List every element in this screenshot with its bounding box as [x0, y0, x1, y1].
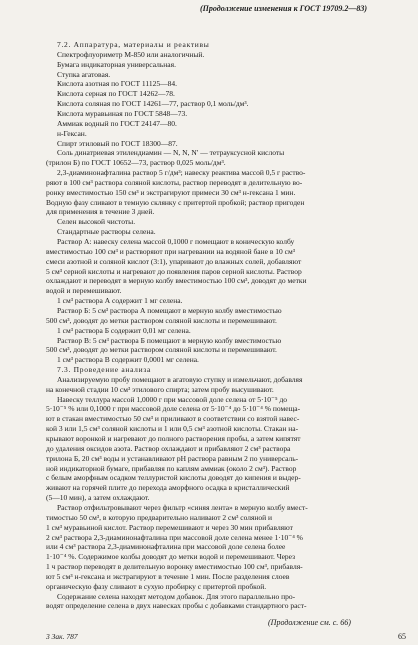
text-line: 500 см³, доводят до метки раствором соляной кислоты и перемешивают.	[46, 316, 277, 325]
text-line: Соль динатриевая этилендиамин — N, N, N′ — тетрауксусной кислоты	[57, 148, 285, 157]
text-line: ряют в 100 см³ раствора соляной кислоты, раствор переводят в делительную во-	[46, 178, 303, 187]
text-line: до удаления оксидов азота. Раствор охлаждают и прибавляют 2 см³ раствора	[46, 444, 291, 453]
text-line: (5—10 мин), а затем охлаждают.	[46, 493, 150, 502]
text-line: тимостью 50 см³, в которую предварительно наливают 2 см³ соляной и	[46, 513, 273, 522]
text-line: охлаждают и переводят в мерную колбу вместимостью 100 см³, доводят до метки	[46, 276, 307, 285]
continued-note: (Продолжение см. с. 66)	[268, 618, 351, 627]
text-line: или 4 см³ раствора 2,3-диаминонафталина при массовой доле селена более	[46, 542, 286, 551]
text-line: живают на горячей плите до перехода аморфного осадка в кристаллический	[46, 483, 290, 492]
text-line: ют в стакан вместимостью 50 см³ и приливают в соответствии со взятой навес-	[46, 414, 300, 423]
text-line: водой и перемешивают.	[46, 286, 122, 295]
text-line: Селен высокой чистоты.	[57, 217, 136, 226]
text-line: Кислота серная по ГОСТ 14262—78.	[57, 89, 175, 98]
text-line: Содержание селена находят методом добавок. Для этого параллельно про-	[57, 592, 296, 601]
text-line: (трилон Б) по ГОСТ 10652—73, раствор 0,025 моль/дм³.	[46, 158, 226, 167]
text-line: Кислота азотная по ГОСТ 11125—84.	[57, 79, 177, 88]
text-line: трилона Б, 20 см³ воды и устанавливают pH раствора равным 2 по универсаль-	[46, 454, 299, 463]
text-line: для применения в течение 3 дней.	[46, 207, 155, 216]
text-line: Бумага индикаторная универсальная.	[57, 60, 176, 69]
text-line: ронку вместимостью 150 см³ и экстрагируют примеси 30 см³ н-гексана 1 мин.	[46, 188, 296, 197]
text-line: Раствор отфильтровывают через фильтр «синяя лента» в мерную колбу вмест-	[57, 503, 308, 512]
text-line: Спектрофлуориметр М-850 или аналогичный.	[57, 50, 205, 59]
text-line: ной индикаторной бумаге, прибавляя по каплям аммиак (около 2 см³). Раствор	[46, 464, 297, 473]
text-line: вместимостью 100 см³ и растворяют при нагревании на водяной бане в 10 см³	[46, 247, 295, 256]
text-line: смеси азотной и соляной кислот (3:1), упаривают до влажных солей, добавляют	[46, 257, 302, 266]
text-line: 5 см³ серной кислоты и нагревают до появления паров серной кислоты. Раствор	[46, 267, 302, 276]
text-line: 1 см³ раствора Б содержит 0,01 мг селена.	[57, 326, 191, 335]
text-line: Ступка агатовая.	[57, 70, 111, 79]
text-line: 1 см³ муравьиной кислот. Раствор перемешивают и через 30 мин прибавляют	[46, 523, 293, 532]
text-line: кой 3 или 1,5 см³ соляной кислоты и 1 или 0,5 см³ азотной кислоты. Стакан на-	[46, 424, 299, 433]
text-line: 500 см³, доводят до метки раствором соляной кислоты и перемешивают.	[46, 345, 277, 354]
text-line: Анализируемую пробу помещают в агатовую ступку и измельчают, добавляя	[57, 375, 303, 384]
text-line: 1 ч раствор переводят в делительную воронку вместимостью 100 см³, прибавля-	[46, 562, 303, 571]
text-line: с белым аморфным осадком теллуристой кислоты доводят до кипения и выдер-	[46, 473, 301, 482]
text-line: Водную фазу сливают в темную склянку с притертой пробкой; раствор пригоден	[46, 198, 305, 207]
text-line: 2 см³ раствора 2,3-диаминонафталина при массовой доле селена менее 1·10⁻⁴ %	[46, 533, 303, 542]
text-line: ют 5 см³ н-гексана и экстрагируют в течение 1 мин. После разделения слоев	[46, 572, 290, 581]
text-line: 7.3. Проведение анализа	[57, 365, 152, 374]
text-line: Стандартные растворы селена.	[57, 227, 156, 236]
text-line: Спирт этиловый по ГОСТ 18300—87.	[57, 139, 178, 148]
text-line: Аммиак водный по ГОСТ 24147—80.	[57, 119, 177, 128]
text-line: Навеску теллура массой 1,0000 г при массовой доле селена от 5·10⁻⁵ до	[57, 395, 288, 404]
text-line: 1·10⁻⁴ %. Содержимое колбы доводят до метки водой и перемешивают. Через	[46, 552, 296, 561]
text-line: органическую фазу сливают в сухую пробирку с притертой пробкой.	[46, 582, 267, 591]
print-order-signature: 3 Зак. 787	[46, 632, 78, 641]
text-line: Раствор А: навеску селена массой 0,1000 г помещают в коническую колбу	[57, 237, 295, 246]
text-line: Раствор Б: 5 см³ раствора А помещают в мерную колбу вместимостью	[57, 306, 282, 315]
text-line: Кислота соляная по ГОСТ 14261—77, раствор 0,1 моль/дм³.	[57, 99, 249, 108]
text-line: 2,3-диаминонафталина раствор 5 г/дм³; навеску реактива массой 0,5 г раство-	[57, 168, 306, 177]
text-line: крывают воронкой и нагревают до полного растворения пробы, а затем кипятят	[46, 434, 301, 443]
text-line: 7.2. Аппаратура, материалы и реактивы	[57, 40, 210, 49]
text-line: 5·10⁻⁵ % или 0,1000 г при массовой доле селена от 5·10⁻⁴ до 5·10⁻⁴ % помеща-	[46, 404, 301, 413]
text-line: на конечной стадии 10 см³ этилового спирта; затем пробу высушивают.	[46, 385, 274, 394]
text-line: 1 см³ раствора В содержит 0,0001 мг селена.	[57, 355, 199, 364]
text-line: н-Гексан.	[57, 129, 87, 138]
text-line: Раствор В: 5 см³ раствора Б помещают в мерную колбу вместимостью	[57, 336, 282, 345]
header-note: (Продолжение изменения к ГОСТ 19709.2—83)	[200, 4, 368, 13]
page-number: 65	[398, 632, 406, 641]
text-line: Кислота муравьиная по ГОСТ 5848—73.	[57, 109, 188, 118]
text-line: 1 см³ раствора А содержит 1 мг селена.	[57, 296, 183, 305]
text-line: водят определение селена в двух навесках пробы с добавками стандартного раст-	[46, 601, 307, 610]
